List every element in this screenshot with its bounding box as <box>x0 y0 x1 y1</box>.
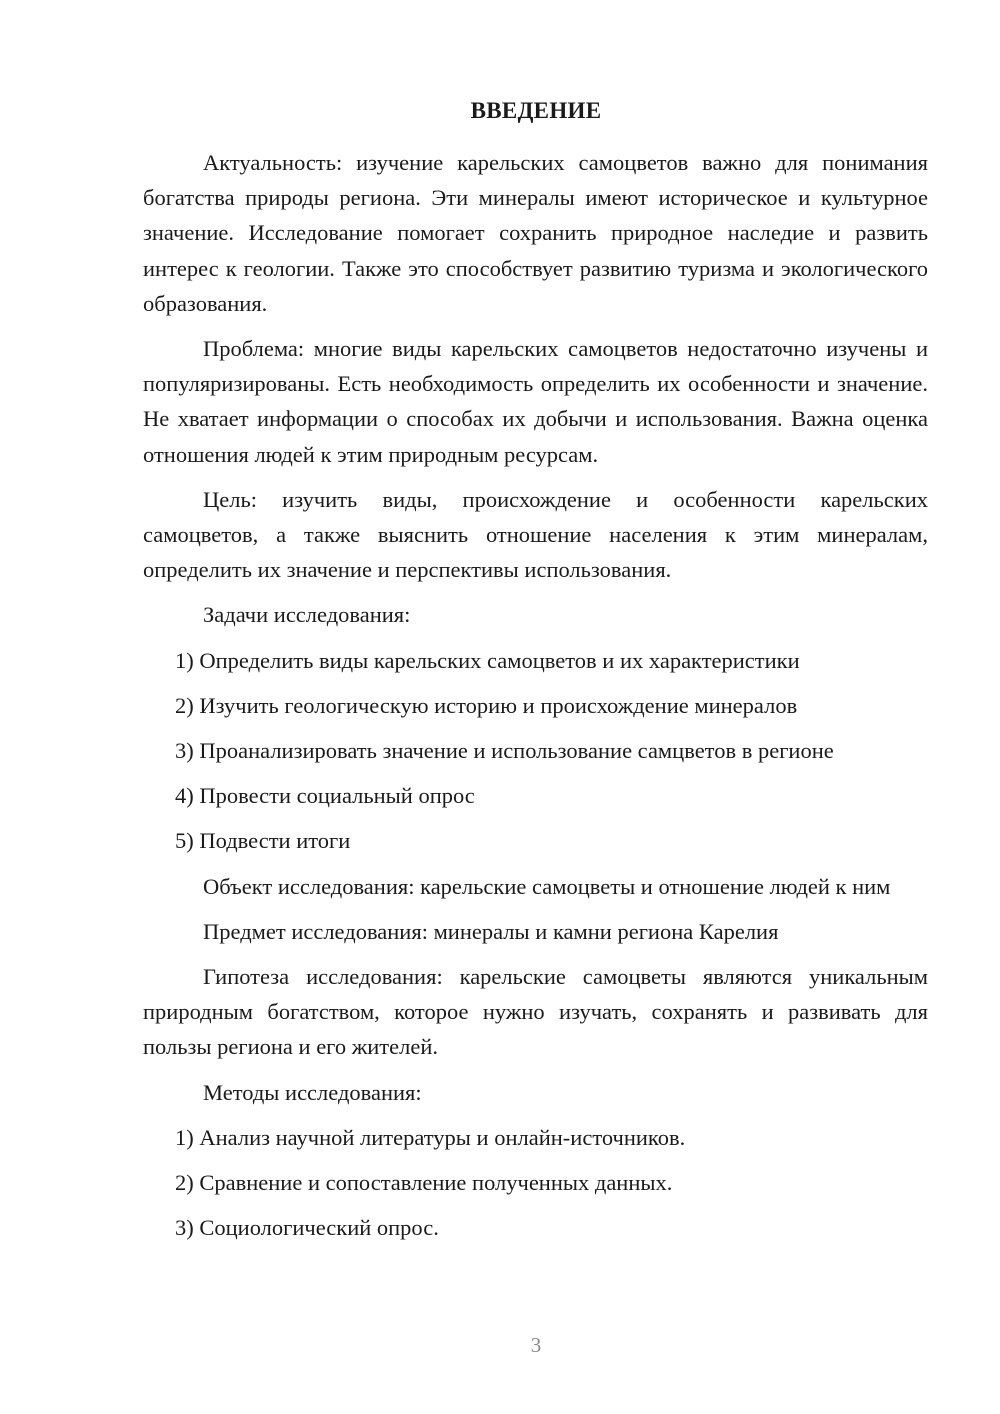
section-heading: ВВЕДЕНИЕ <box>470 98 602 123</box>
paragraph-relevance: Актуальность: изучение карельских самоцветов важно для понимания богатства природы региона. Эти минералы имеют историческое и культурное значение. Исследование помогает сохранить природное наследие и развить интерес к геологии. Также это способствует развитию туризма и экологического образования. <box>143 150 928 316</box>
list-item: 5) Подвести итоги <box>175 828 351 854</box>
paragraph-subject: Предмет исследования: минералы и камни региона Карелия <box>203 918 779 944</box>
list-item: 2) Изучить геологическую историю и происхождение минералов <box>175 692 798 718</box>
list-item: 3) Социологический опрос. <box>175 1215 439 1241</box>
list-item: 3) Проанализировать значение и использование самцветов в регионе <box>175 738 834 764</box>
paragraph-object: Объект исследования: карельские самоцветы и отношение людей к ним <box>203 873 891 899</box>
paragraph-methods-heading: Методы исследования: <box>203 1079 422 1105</box>
paragraph-goal: Цель: изучить виды, происхождение и особенности карельских самоцветов, а также выяснить отношение населения к этим минералам, определить их значение и перспективы использования. <box>143 486 928 583</box>
paragraph-problem: Проблема: многие виды карельских самоцветов недостаточно изучены и популяризированы. Есть необходимость определить их особенности и значение. Не хватает информации о способах их добычи и использования. Важна оценка отношения людей к этим природным ресурсам. <box>143 336 928 467</box>
paragraph-hypothesis: Гипотеза исследования: карельские самоцветы являются уникальным природным богатством, которое нужно изучать, сохранять и развивать для пользы региона и его жителей. <box>143 964 928 1060</box>
list-item: 4) Провести социальный опрос <box>175 783 475 809</box>
list-item: 2) Сравнение и сопоставление полученных данных. <box>175 1170 673 1196</box>
body-text <box>143 145 928 1255</box>
page-number: 3 <box>530 1333 542 1357</box>
list-item: 1) Определить виды карельских самоцветов и их характеристики <box>175 647 800 673</box>
paragraph-tasks-heading: Задачи исследования: <box>203 602 411 628</box>
list-item: 1) Анализ научной литературы и онлайн-источников. <box>175 1124 686 1150</box>
